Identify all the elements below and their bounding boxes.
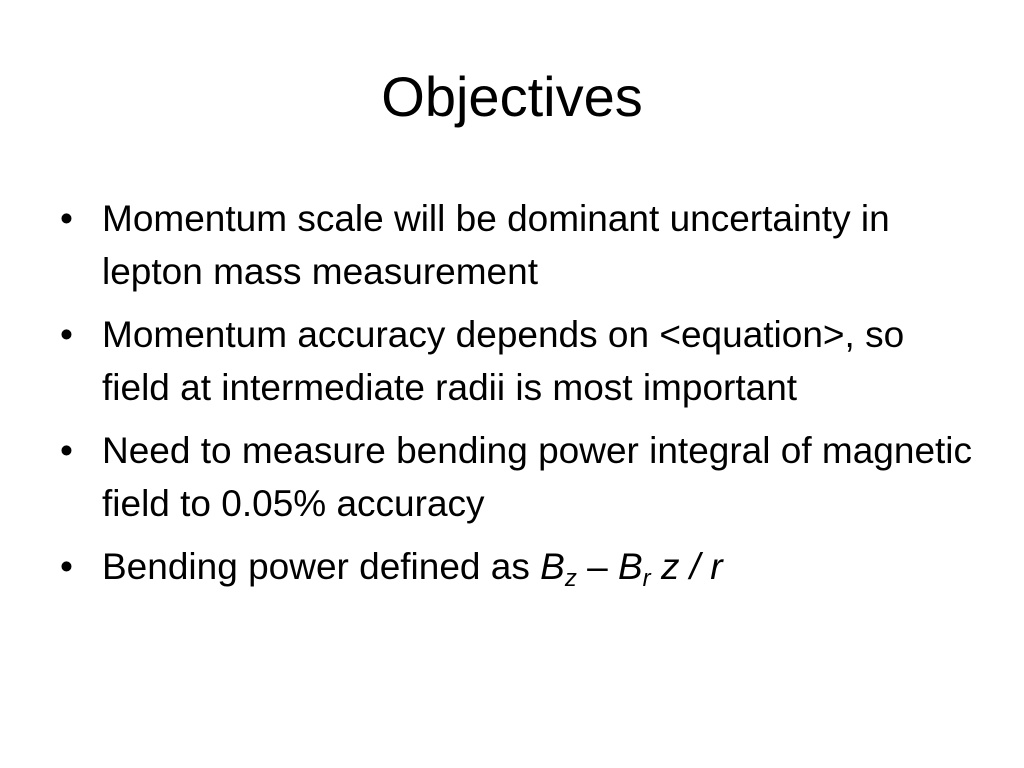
bullet-marker: • (60, 314, 73, 355)
bullet-marker: • (60, 546, 73, 587)
bullet-text: Need to measure bending power integral of magnetic field to 0.05% accuracy (102, 430, 973, 524)
bullet-marker: • (60, 430, 73, 471)
bullet-item-bending-power-integral (56, 424, 976, 530)
formula-operator: – (576, 546, 618, 587)
formula-b-symbol: B (617, 546, 643, 587)
bullet-marker: • (60, 198, 73, 239)
formula-b-symbol: B (540, 546, 565, 587)
bullet-list (56, 192, 976, 603)
bullet-text: Momentum scale will be dominant uncertainty in lepton mass measurement (102, 198, 890, 292)
bullet-item-momentum-scale (56, 192, 976, 298)
formula-subscript-r: r (642, 565, 651, 592)
formula-subscript-z: z (564, 565, 577, 592)
bending-power-formula (540, 546, 723, 592)
bullet-text: Momentum accuracy depends on <equation>, so field at intermediate radii is most important (102, 314, 905, 408)
bullet-text: Bending power defined as (102, 546, 541, 587)
bullet-item-momentum-accuracy (56, 308, 976, 414)
formula-rest: z / r (650, 546, 723, 587)
bullet-item-bending-power-definition (56, 540, 976, 593)
slide-title: Objectives (381, 65, 643, 128)
